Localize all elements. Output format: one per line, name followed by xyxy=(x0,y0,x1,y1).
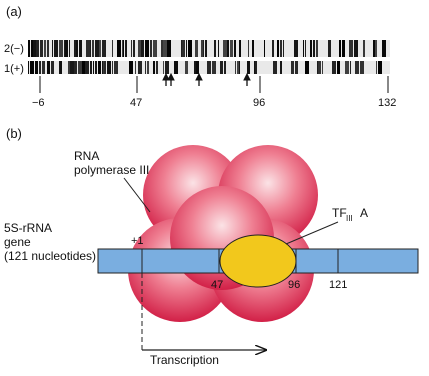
gel-band xyxy=(161,40,163,57)
lane-1-label: 1(+) xyxy=(4,63,24,75)
gel-band xyxy=(355,61,359,74)
gel-band xyxy=(303,40,304,57)
gel-band xyxy=(45,40,46,57)
gel-band xyxy=(112,61,113,74)
gel-band xyxy=(223,40,227,57)
gel-band xyxy=(174,61,178,74)
gel-band xyxy=(74,61,77,74)
gel-band xyxy=(317,61,318,74)
gel-band xyxy=(153,40,155,57)
gel-band xyxy=(360,61,364,74)
position-label-96: 96 xyxy=(253,97,266,109)
gel-band xyxy=(186,40,187,57)
gel-band xyxy=(283,40,284,57)
gel-band xyxy=(103,61,104,74)
gel-band xyxy=(70,61,74,74)
gel-band xyxy=(345,61,349,74)
gel-band xyxy=(339,40,341,57)
gel-band xyxy=(363,40,365,57)
lane-2-label: 2(−) xyxy=(4,43,24,55)
gel-band xyxy=(196,61,199,74)
gel-band xyxy=(252,40,254,57)
gel-band xyxy=(194,61,196,74)
transcription-label: Transcription xyxy=(150,353,219,367)
gel-band xyxy=(185,61,188,74)
gel-band xyxy=(117,40,121,57)
footprint-arrow-2 xyxy=(168,74,174,86)
panel-a-label: (a) xyxy=(6,4,22,19)
position-label-132: 132 xyxy=(378,97,397,109)
footprint-arrow-3 xyxy=(196,74,202,86)
gene-position-47: 47 xyxy=(211,279,224,291)
gel-band xyxy=(133,40,135,57)
tf-label-sub: III xyxy=(346,214,353,223)
gel-band xyxy=(112,40,113,57)
gel-band xyxy=(230,40,233,57)
gel-band xyxy=(114,61,118,74)
gene-position-121: 121 xyxy=(329,279,348,291)
gel-band xyxy=(138,40,141,57)
gel-band xyxy=(316,40,318,57)
gene-position-96: 96 xyxy=(288,279,301,291)
gel-band xyxy=(239,61,240,74)
gene-label-line1: 5S-rRNA xyxy=(4,221,53,235)
gel-band xyxy=(52,40,53,57)
gel-band xyxy=(150,40,152,57)
gel-band xyxy=(342,40,345,57)
gel-band xyxy=(313,40,315,57)
gel-band xyxy=(378,61,382,74)
gel-band xyxy=(212,61,216,74)
gel-band xyxy=(65,40,68,57)
gel-band xyxy=(28,40,30,57)
gel-band xyxy=(220,61,223,74)
gel-band xyxy=(163,61,164,74)
gel-band xyxy=(51,61,54,74)
gel-band xyxy=(36,40,39,57)
gel-band xyxy=(305,61,309,74)
gel-position-ticks xyxy=(40,76,388,93)
gel-band xyxy=(310,40,312,57)
gel-band xyxy=(254,61,255,74)
gel-band xyxy=(76,40,78,57)
gel-band xyxy=(328,40,331,57)
gel-band xyxy=(79,40,82,57)
gel-band xyxy=(64,40,65,57)
gel-band xyxy=(122,40,123,57)
gel-band xyxy=(98,61,101,74)
gel-band xyxy=(54,40,58,57)
gel-band xyxy=(280,61,282,74)
gel-band xyxy=(92,40,94,57)
gel-band xyxy=(123,40,124,57)
gel-band xyxy=(31,40,33,57)
gel-band xyxy=(188,40,192,57)
gel-band xyxy=(375,40,376,57)
gel-band xyxy=(68,61,70,74)
gel-band xyxy=(234,40,236,57)
gel-band xyxy=(141,40,144,57)
footprint-arrows xyxy=(163,74,250,86)
gel-band xyxy=(28,61,29,74)
gel-band xyxy=(39,61,41,74)
gel-band xyxy=(349,40,353,57)
position-label-47: 47 xyxy=(130,97,143,109)
gel-band xyxy=(145,40,149,57)
gel-band xyxy=(350,61,351,74)
gel-band xyxy=(237,61,239,74)
gel-band xyxy=(59,61,60,74)
gene-label-line3: (121 nucleotides) xyxy=(4,249,97,263)
gel-band xyxy=(82,61,85,74)
polymerase-label-line2: polymerase III xyxy=(74,163,150,177)
gel-band xyxy=(218,40,219,57)
gel-band xyxy=(195,40,198,57)
gel-band xyxy=(255,61,257,74)
gel-band xyxy=(102,40,106,57)
gel-band xyxy=(291,61,294,74)
gel-band xyxy=(138,61,142,74)
gel-band xyxy=(376,61,377,74)
position-label-minus6: −6 xyxy=(32,97,45,109)
footprint-arrow-4 xyxy=(244,74,250,86)
gel-band xyxy=(104,61,106,74)
gel-band xyxy=(277,40,279,57)
gel-band xyxy=(107,61,111,74)
gel-lane-2 xyxy=(28,40,390,57)
gel-band xyxy=(305,40,306,57)
gel-band xyxy=(224,61,226,74)
gel-band xyxy=(35,61,38,74)
gel-image xyxy=(28,40,390,74)
gel-band xyxy=(153,61,155,74)
rna-polymerase-iii xyxy=(128,145,318,322)
gel-band xyxy=(295,61,298,74)
gene-label-line2: gene xyxy=(4,235,31,249)
gel-band xyxy=(247,61,250,74)
gel-band xyxy=(332,61,336,74)
gel-band xyxy=(382,40,386,57)
gel-band xyxy=(318,61,321,74)
gel-band xyxy=(235,61,236,74)
gel-band xyxy=(280,40,282,57)
gel-band xyxy=(90,40,91,57)
gel-band xyxy=(201,40,203,57)
gel-band xyxy=(135,61,136,74)
gel-band xyxy=(60,61,62,74)
gel-band xyxy=(248,40,249,57)
gel-band xyxy=(203,40,204,57)
start-label: +1 xyxy=(131,235,144,247)
gel-band xyxy=(131,40,132,57)
gel-band xyxy=(93,61,94,74)
polymerase-label-line1: RNA xyxy=(74,149,100,163)
gel-band xyxy=(337,61,340,74)
gel-band xyxy=(30,61,34,74)
gel-band xyxy=(42,61,45,74)
gel-band xyxy=(44,40,45,57)
gel-band xyxy=(129,61,133,74)
gel-band xyxy=(40,40,43,57)
gel-band xyxy=(376,40,377,57)
gel-band xyxy=(207,61,211,74)
gel-band xyxy=(95,40,99,57)
gel-band xyxy=(99,40,101,57)
gel-band xyxy=(165,61,169,74)
gel-band xyxy=(264,40,265,57)
gel-band xyxy=(227,40,229,57)
tf-label-suffix: A xyxy=(360,206,369,220)
gel-band xyxy=(163,40,167,57)
gel-band xyxy=(182,40,185,57)
gel-band xyxy=(90,61,92,74)
gel-band xyxy=(33,40,36,57)
gel-band xyxy=(273,61,277,74)
gel-band xyxy=(102,61,103,74)
gel-band xyxy=(167,40,171,57)
gel-band xyxy=(145,61,146,74)
gel-band xyxy=(373,40,375,57)
gel-band xyxy=(47,61,50,74)
gel-band xyxy=(294,40,298,57)
gel-band xyxy=(85,61,89,74)
gel-band xyxy=(86,40,90,57)
gel-band xyxy=(155,40,157,57)
gel-band xyxy=(205,40,207,57)
tf-label-main: TF xyxy=(332,206,347,220)
gel-band xyxy=(181,40,182,57)
gel-band xyxy=(322,61,323,74)
gel-band xyxy=(147,61,149,74)
tfiiia-label xyxy=(332,206,368,223)
gel-band xyxy=(95,61,97,74)
gel-band xyxy=(214,40,216,57)
gel-band xyxy=(78,61,82,74)
gel-band xyxy=(69,40,70,57)
gel-band xyxy=(74,40,76,57)
panel-b-label: (b) xyxy=(6,126,22,141)
gel-band xyxy=(59,40,63,57)
gel-band xyxy=(156,61,158,74)
gel-band xyxy=(272,40,274,57)
gel-band xyxy=(239,40,241,57)
tfiiia-factor xyxy=(220,235,296,287)
gel-band xyxy=(125,40,127,57)
gel-band xyxy=(354,40,358,57)
gel-band xyxy=(47,40,49,57)
